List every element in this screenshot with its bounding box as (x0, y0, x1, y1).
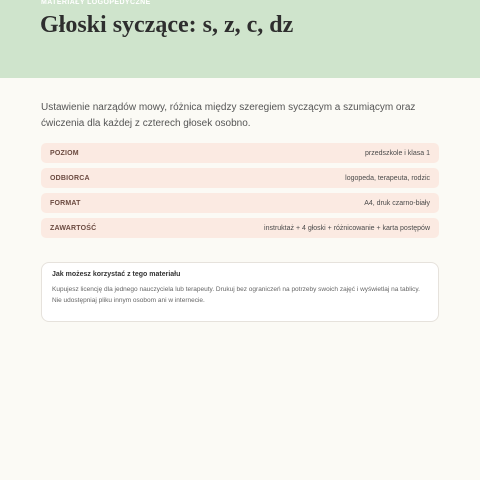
detail-row-audience (41, 168, 439, 188)
detail-label: FORMAT (50, 199, 81, 207)
detail-value: A4, druk czarno-biały (364, 199, 430, 207)
detail-row-format (41, 193, 439, 213)
license-text: Kupujesz licencję dla jednego nauczyciela lub terapeuty. Drukuj bez ograniczeń na potrzeby swoich zajęć i wyświetlaj na tablicy. Nie udostępniaj pliku innym osobom ani w internecie. (52, 286, 420, 304)
license-title: Jak możesz korzystać z tego materiału (52, 271, 181, 278)
license-card (41, 262, 439, 322)
category-eyebrow: MATERIAŁY LOGOPEDYCZNE (41, 0, 151, 6)
details-list (41, 143, 439, 243)
detail-row-contents (41, 218, 439, 238)
detail-label: POZIOM (50, 149, 79, 157)
intro-paragraph: Ustawienie narządów mowy, różnica między szeregiem syczącym a szumiącym oraz ćwiczenia dla każdej z czterech głosek osobno. (41, 102, 416, 129)
detail-label: ODBIORCA (50, 174, 90, 182)
detail-row-level (41, 143, 439, 163)
detail-label: ZAWARTOŚĆ (50, 224, 97, 232)
detail-value: przedszkole i klasa 1 (365, 149, 430, 157)
detail-value: instruktaż + 4 głoski + różnicowanie + karta postępów (264, 224, 430, 232)
header-banner (0, 0, 480, 78)
page-title: Głoski syczące: s, z, c, dz (40, 12, 294, 38)
detail-value: logopeda, terapeuta, rodzic (345, 174, 430, 182)
